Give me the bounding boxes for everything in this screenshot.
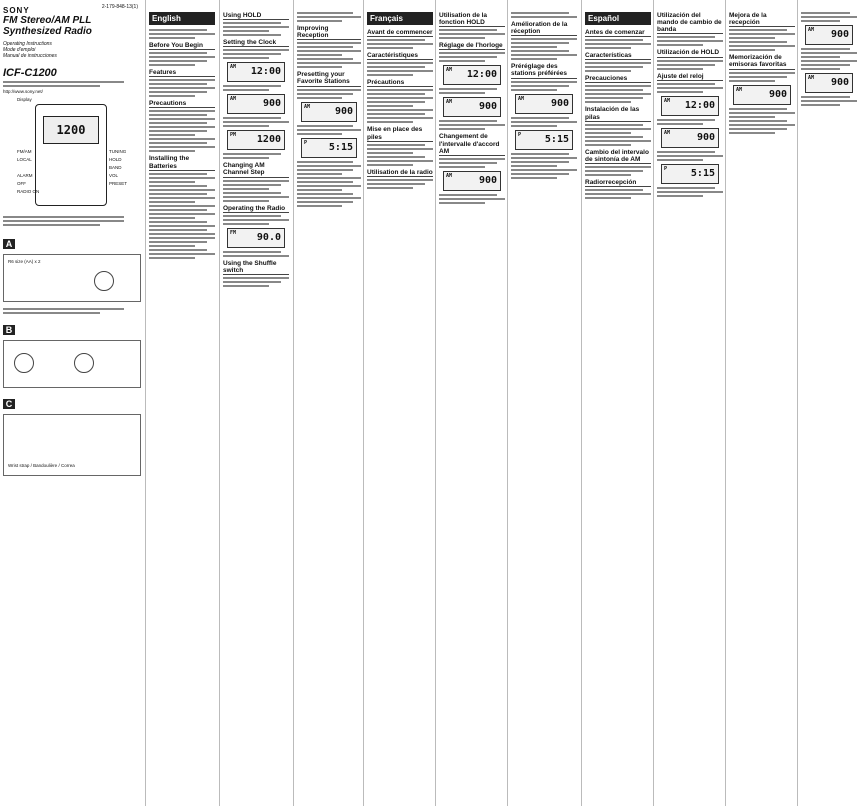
label-band: BAND	[109, 165, 122, 170]
lcd-frequency-display: AM 900	[515, 94, 573, 114]
lcd-frequency-display: AM 900	[805, 25, 853, 45]
label-off: OFF	[17, 181, 26, 186]
heading-caracteristicas: Características	[585, 52, 651, 60]
lcd-frequency-display: AM 900	[227, 94, 285, 114]
text-line	[3, 312, 100, 314]
heading-before-you-begin: Before You Begin	[149, 42, 215, 50]
lcd-frequency-display: FM 90.0	[227, 228, 285, 248]
heading-changement-intervalle: Changement de l'intervalle d'accord AM	[439, 133, 505, 155]
english-column-1	[146, 0, 218, 806]
heading-reglage-horloge: Réglage de l'horloge	[439, 42, 505, 50]
lcd-clock-display: P 5:15	[661, 164, 719, 184]
lcd-clock-display: AM 12:00	[661, 96, 719, 116]
figure-b-controls	[3, 340, 141, 388]
english-column-3	[294, 0, 364, 806]
product-title-line1: FM Stereo/AM PLL	[3, 15, 92, 26]
brand-logo: SONY	[3, 6, 30, 15]
heading-shuffle-switch: Using the Shuffle switch	[223, 260, 289, 275]
heading-caracteristiques: Caractéristiques	[367, 52, 433, 60]
heading-cambio-intervalo: Cambio del intervalo de sintonía de AM	[585, 149, 651, 164]
heading-precauciones: Precauciones	[585, 75, 651, 83]
lcd-clock-display: PM 1200	[227, 130, 285, 150]
lcd-clock-display: P 5:15	[515, 130, 573, 150]
language-tab-spanish: Español	[585, 12, 651, 25]
figure-a-batteries	[3, 254, 141, 302]
heading-amelioration-reception: Amélioration de la réception	[511, 21, 577, 36]
lcd-frequency-display: AM 900	[805, 73, 853, 93]
lcd-frequency-display: AM 900	[301, 102, 357, 122]
english-column-2	[220, 0, 292, 806]
product-title-line2: Synthesized Radio	[3, 26, 92, 37]
spanish-column-3	[726, 0, 798, 806]
strap-caption: Wrist strap / Bandoulière / Correa	[8, 463, 75, 468]
figure-c-strap	[3, 414, 141, 476]
spanish-column-2	[654, 0, 726, 806]
subtitle-spanish: Manual de instrucciones	[3, 53, 57, 59]
radio-illustration	[17, 97, 128, 214]
cover-panel	[0, 0, 144, 806]
heading-avant-de-commencer: Avant de commencer	[367, 29, 433, 36]
section-b-label: B	[3, 325, 15, 335]
label-alarm: ALARM	[17, 173, 33, 178]
heading-prereglage-stations: Préréglage des stations préférées	[511, 63, 577, 78]
battery-compartment-icon	[94, 271, 114, 291]
lcd-frequency-display: AM 900	[733, 85, 791, 105]
subtitle-french: Mode d'emploi	[3, 47, 36, 53]
website-url[interactable]: http://www.sony.net/	[3, 89, 43, 94]
lcd-frequency-display: AM 900	[443, 97, 501, 117]
battery-caption: R6 size (AA) x 2	[8, 259, 41, 264]
label-hold: HOLD	[109, 157, 122, 162]
text-line	[3, 85, 100, 87]
document-code: 2-179-848-13(1)	[101, 4, 138, 10]
heading-changing-am-step: Changing AM Channel Step	[223, 162, 289, 177]
heading-utilizacion-hold: Utilización de HOLD	[657, 49, 723, 57]
heading-antes-de-comenzar: Antes de comenzar	[585, 29, 651, 37]
label-tuning: TUNING	[109, 149, 127, 154]
label-radio-on: RADIO ON	[17, 189, 40, 194]
heading-features: Features	[149, 69, 215, 77]
heading-installing-batteries: Installing the Batteries	[149, 155, 215, 170]
heading-mise-en-place-piles: Mise en place des piles	[367, 126, 433, 141]
spanish-column-1	[582, 0, 654, 806]
lcd-clock-display: AM 12:00	[443, 65, 501, 85]
heading-utilisation-radio: Utilisation de la radio	[367, 168, 433, 176]
heading-instalacion-pilas: Instalación de las pilas	[585, 106, 651, 121]
french-column-3	[508, 0, 580, 806]
heading-operating-radio: Operating the Radio	[223, 205, 289, 213]
section-c-label: C	[3, 399, 15, 409]
language-tab-french: Français	[367, 12, 433, 25]
knob-icon	[74, 353, 94, 373]
lcd-frequency-display: AM 900	[443, 171, 501, 191]
subtitle-english: Operating Instructions	[3, 41, 52, 47]
label-fm-am: FM/AM	[17, 149, 32, 154]
heading-precautions: Precautions	[149, 100, 215, 108]
heading-radiorecepcion: Radiorrecepción	[585, 179, 651, 187]
text-line	[3, 308, 124, 310]
spanish-column-4	[798, 0, 860, 806]
lcd-clock-display: P 5:15	[301, 138, 357, 158]
heading-ajuste-reloj: Ajuste del reloj	[657, 73, 723, 81]
heading-improving-reception: Improving Reception	[297, 25, 361, 40]
text-line	[3, 220, 124, 222]
label-preset: PRESET	[109, 181, 128, 186]
heading-using-hold: Using HOLD	[223, 12, 289, 20]
heading-setting-clock: Setting the Clock	[223, 39, 289, 47]
label-vol: VOL	[109, 173, 119, 178]
text-line	[3, 216, 124, 218]
label-local: LOCAL	[17, 157, 32, 162]
lcd-clock-display: AM 12:00	[227, 62, 285, 82]
section-a-label: A	[3, 239, 15, 249]
language-tab-english: English	[149, 12, 215, 25]
display-label: Display	[17, 97, 32, 102]
heading-memorizacion-emisoras: Memorización de emisoras favoritas	[729, 54, 795, 69]
heading-presetting-stations: Presetting your Favorite Stations	[297, 71, 361, 86]
heading-utilizacion-banda: Utilización del mando de cambio de banda	[657, 12, 722, 34]
french-column-1	[364, 0, 436, 806]
french-column-2	[436, 0, 508, 806]
text-line	[3, 224, 100, 226]
model-number: ICF-C1200	[3, 67, 57, 79]
heading-precautions-fr: Précautions	[367, 79, 433, 87]
heading-mejora-recepcion: Mejora de la recepción	[729, 12, 795, 27]
heading-utilisation-hold: Utilisation de la fonction HOLD	[439, 12, 505, 27]
lcd-frequency-display: AM 900	[661, 128, 719, 148]
text-line	[3, 81, 124, 83]
knob-icon	[14, 353, 34, 373]
radio-display: 1200	[43, 116, 99, 144]
